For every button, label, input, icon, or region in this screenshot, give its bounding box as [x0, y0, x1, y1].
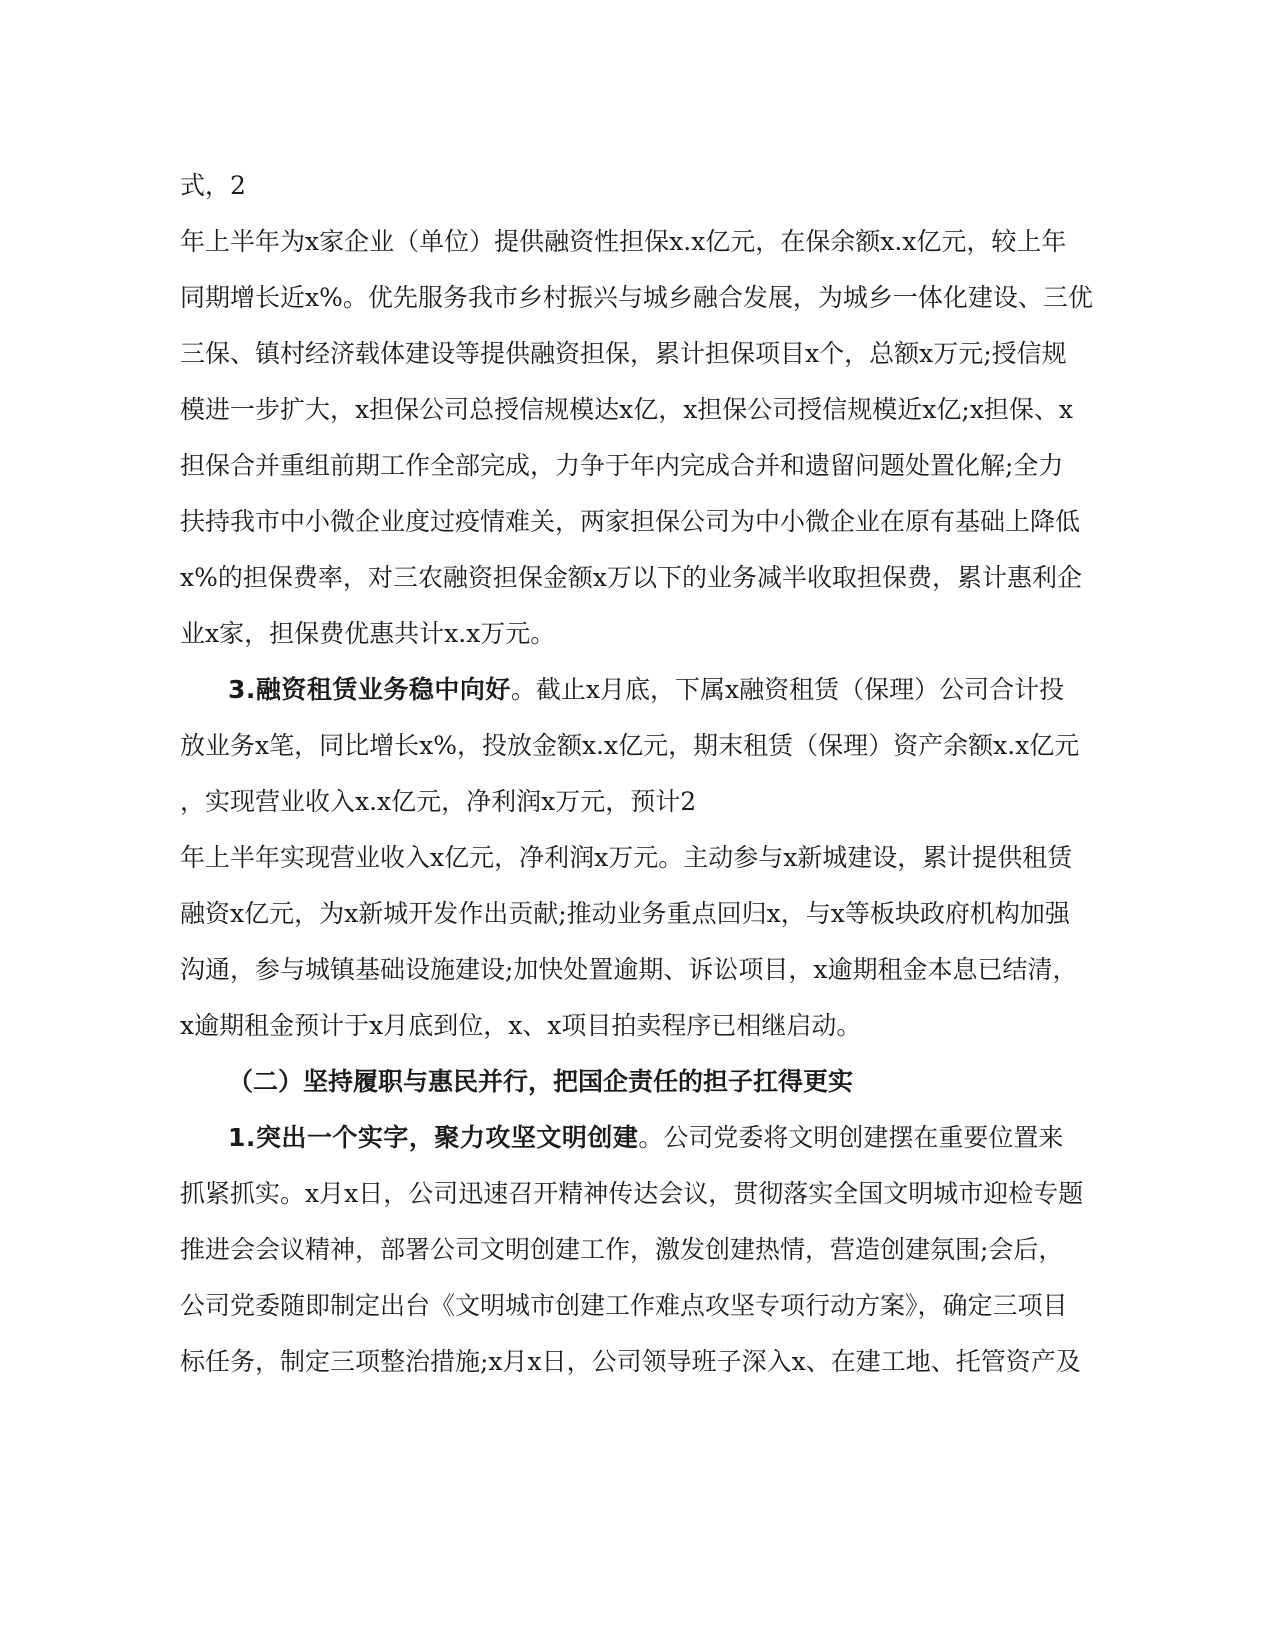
body-line: 推进会会议精神，部署公司文明创建工作，激发创建热情，营造创建氛围;会后， — [180, 1235, 1064, 1264]
body-line: x%的担保费率，对三农融资担保金额x万以下的业务减半收取担保费，累计惠利企 — [180, 563, 1082, 592]
body-line: 年上半年实现营业收入x亿元，净利润x万元。主动参与x新城建设，累计提供租赁 — [180, 843, 1073, 872]
body-line: 三保、镇村经济载体建设等提供融资担保，累计担保项目x个，总额x万元;授信规 — [180, 339, 1067, 368]
body-line: 公司党委随即制定出台《文明城市创建工作难点攻坚专项行动方案》，确定三项目 — [180, 1291, 1068, 1320]
section-3-line1-rest: 。截止x月底，下属x融资租赁（保理）公司合计投 — [510, 675, 1065, 704]
body-line: 放业务x笔，同比增长x%，投放金额x.x亿元，期末租赁（保理）资产余额x.x亿元 — [180, 731, 1080, 760]
section-3-first-line — [228, 675, 1064, 705]
section-heading-2: （二）坚持履职与惠民并行，把国企责任的担子扛得更实 — [228, 1067, 854, 1096]
body-line: 模进一步扩大，x担保公司总授信规模达x亿，x担保公司授信规模近x亿;x担保、x — [180, 395, 1074, 424]
body-line: x逾期租金预计于x月底到位，x、x项目拍卖程序已相继启动。 — [180, 1011, 862, 1040]
body-line: 担保合并重组前期工作全部完成，力争于年内完成合并和遗留问题处置化解;全力 — [180, 451, 1064, 480]
body-line: 标任务，制定三项整治措施;x月x日，公司领导班子深入x、在建工地、托管资产及 — [180, 1347, 1081, 1376]
section-b1-lead: 1.突出一个实字，聚力攻坚文明创建 — [228, 1123, 639, 1152]
body-line: 扶持我市中小微企业度过疫情难关，两家担保公司为中小微企业在原有基础上降低 — [180, 507, 1081, 536]
body-line: 沟通，参与城镇基础设施建设;加快处置逾期、诉讼项目，x逾期租金本息已结清， — [180, 955, 1078, 984]
section-b1-first-line — [228, 1123, 1063, 1153]
body-line: 式，2 — [180, 171, 246, 200]
body-line: 年上半年为x家企业（单位）提供融资性担保x.x亿元，在保余额x.x亿元，较上年 — [180, 227, 1067, 256]
body-line: 业x家，担保费优惠共计x.x万元。 — [180, 619, 556, 648]
body-line: 融资x亿元，为x新城开发作出贡献;推动业务重点回归x，与x等板块政府机构加强 — [180, 899, 1070, 928]
body-line: 抓紧抓实。x月x日，公司迅速召开精神传达会议，贯彻落实全国文明城市迎检专题 — [180, 1179, 1084, 1208]
section-b1-line1-rest: 。公司党委将文明创建摆在重要位置来 — [638, 1123, 1064, 1152]
body-line: 同期增长近x%。优先服务我市乡村振兴与城乡融合发展，为城乡一体化建设、三优 — [180, 283, 1093, 312]
body-line: ，实现营业收入x.x亿元，净利润x万元，预计2 — [180, 787, 697, 816]
section-3-lead: 3.融资租赁业务稳中向好 — [228, 675, 511, 704]
